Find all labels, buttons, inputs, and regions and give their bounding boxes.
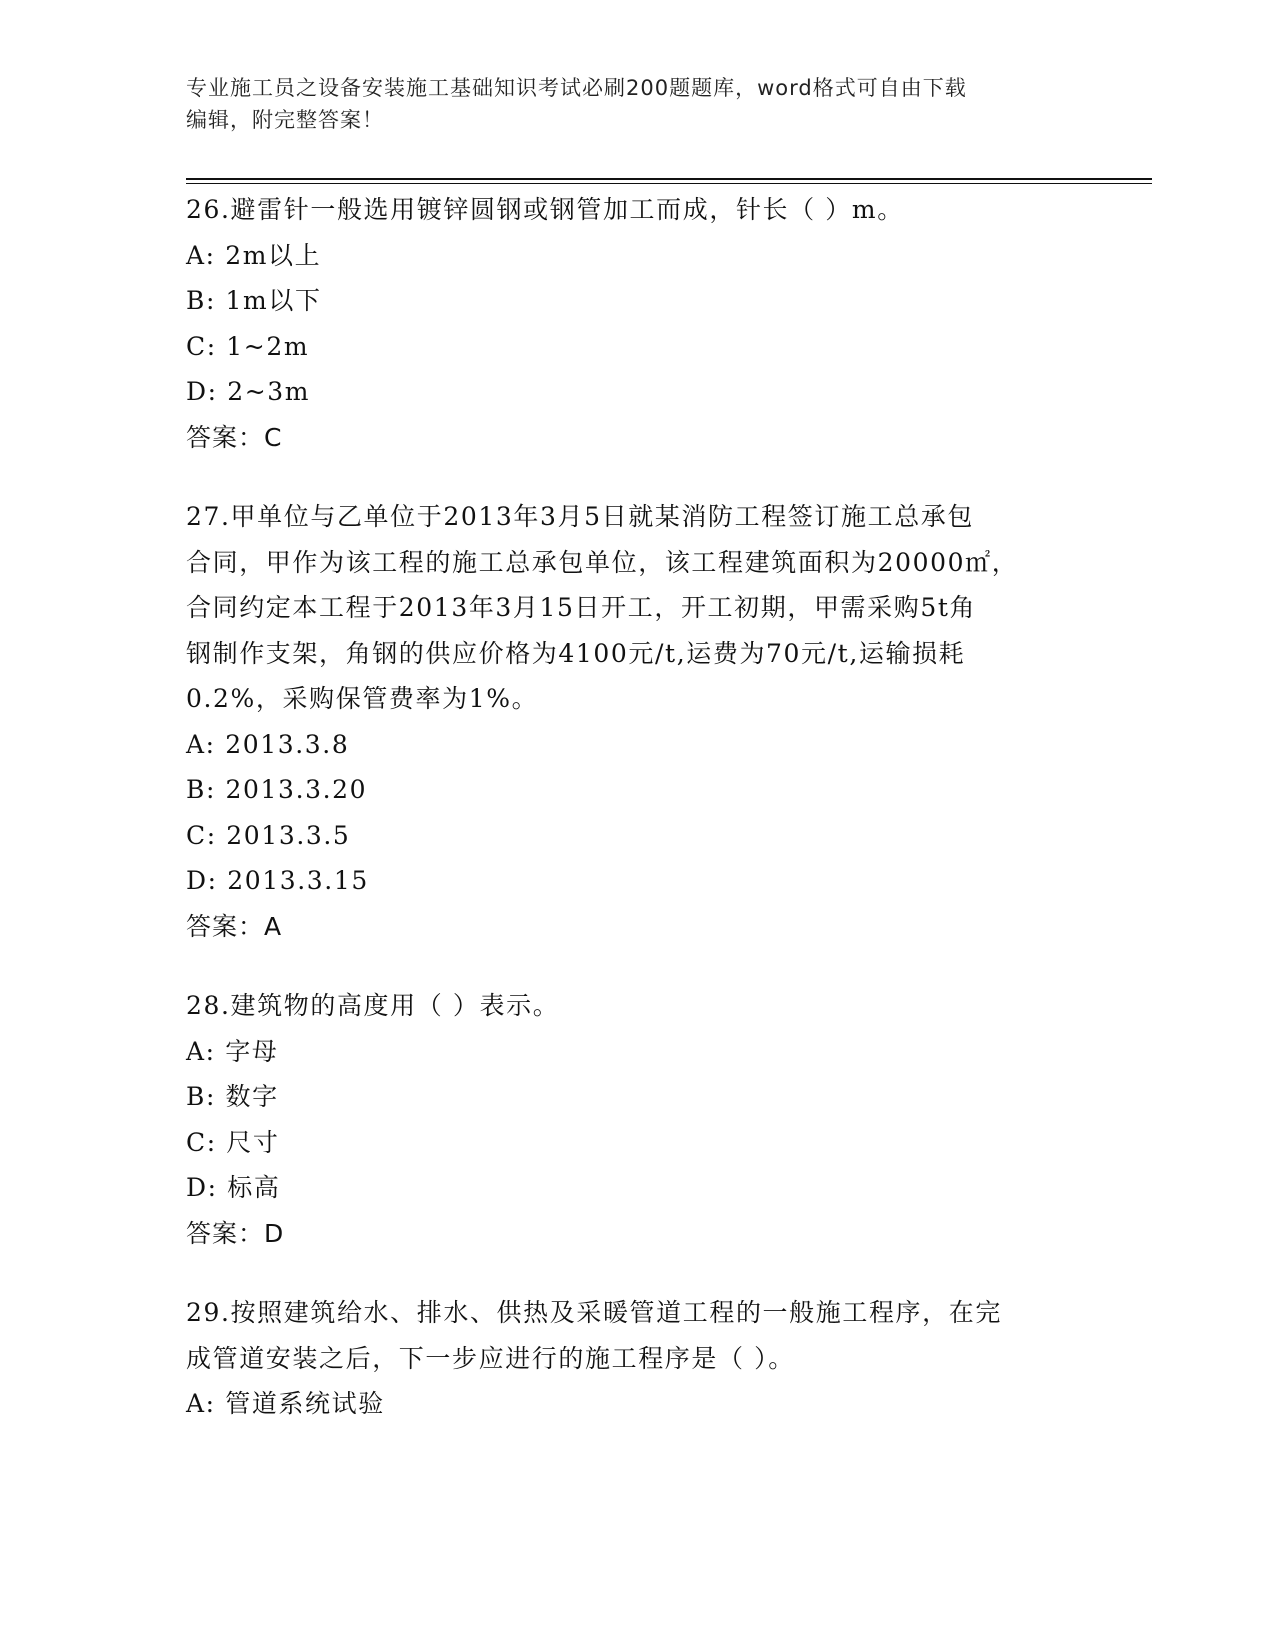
answer-label: 答案：A — [186, 911, 283, 941]
question-stem: 合同约定本工程于2013年3月15日开工，开工初期，甲需采购5t角 — [186, 593, 977, 622]
option-a: A: 2013.3.8 — [186, 729, 350, 759]
option-d: D: 2~3m — [186, 377, 311, 406]
option-a: A: 字母 — [186, 1036, 279, 1066]
option-d: D: 2013.3.15 — [186, 866, 369, 895]
option-a: A: 2m以上 — [186, 240, 322, 270]
document-header — [186, 72, 1066, 136]
question-list — [186, 187, 1086, 1461]
question-stem: 27.甲单位与乙单位于2013年3月5日就某消防工程签订施工总承包 — [186, 502, 974, 531]
question-27 — [186, 494, 1086, 949]
header-line-2: 编辑，附完整答案！ — [186, 108, 384, 132]
header-rule-thick — [186, 178, 1152, 180]
option-b: B: 1m以下 — [186, 286, 322, 315]
option-b: B: 2013.3.20 — [186, 775, 368, 804]
question-stem: 26.避雷针一般选用镀锌圆钢或钢管加工而成，针长（ ）m。 — [186, 195, 904, 224]
question-26 — [186, 187, 1086, 460]
question-stem: 钢制作支架，角钢的供应价格为4100元/t,运费为70元/t,运输损耗 — [186, 638, 966, 668]
question-stem: 0.2%，采购保管费率为1%。 — [186, 684, 539, 713]
question-28 — [186, 983, 1086, 1256]
option-c: C: 尺寸 — [186, 1127, 280, 1157]
option-c: C: 2013.3.5 — [186, 820, 351, 850]
question-29 — [186, 1290, 1086, 1427]
option-a: A: 管道系统试验 — [186, 1389, 385, 1418]
option-d: D: 标高 — [186, 1173, 281, 1202]
header-line-1: 专业施工员之设备安装施工基础知识考试必刷200题题库，word格式可自由下载 — [186, 76, 967, 100]
option-c: C: 1~2m — [186, 331, 310, 361]
answer-label: 答案：C — [186, 422, 283, 452]
question-stem: 成管道安装之后，下一步应进行的施工程序是（ ）。 — [186, 1343, 795, 1373]
option-b: B: 数字 — [186, 1082, 279, 1111]
question-stem: 28.建筑物的高度用（ ）表示。 — [186, 991, 560, 1020]
answer-label: 答案：D — [186, 1218, 285, 1248]
header-rule-thin — [186, 183, 1152, 184]
question-stem: 29.按照建筑给水、排水、供热及采暖管道工程的一般施工程序，在完 — [186, 1298, 1002, 1327]
question-stem: 合同，甲作为该工程的施工总承包单位，该工程建筑面积为20000㎡， — [186, 547, 1019, 577]
